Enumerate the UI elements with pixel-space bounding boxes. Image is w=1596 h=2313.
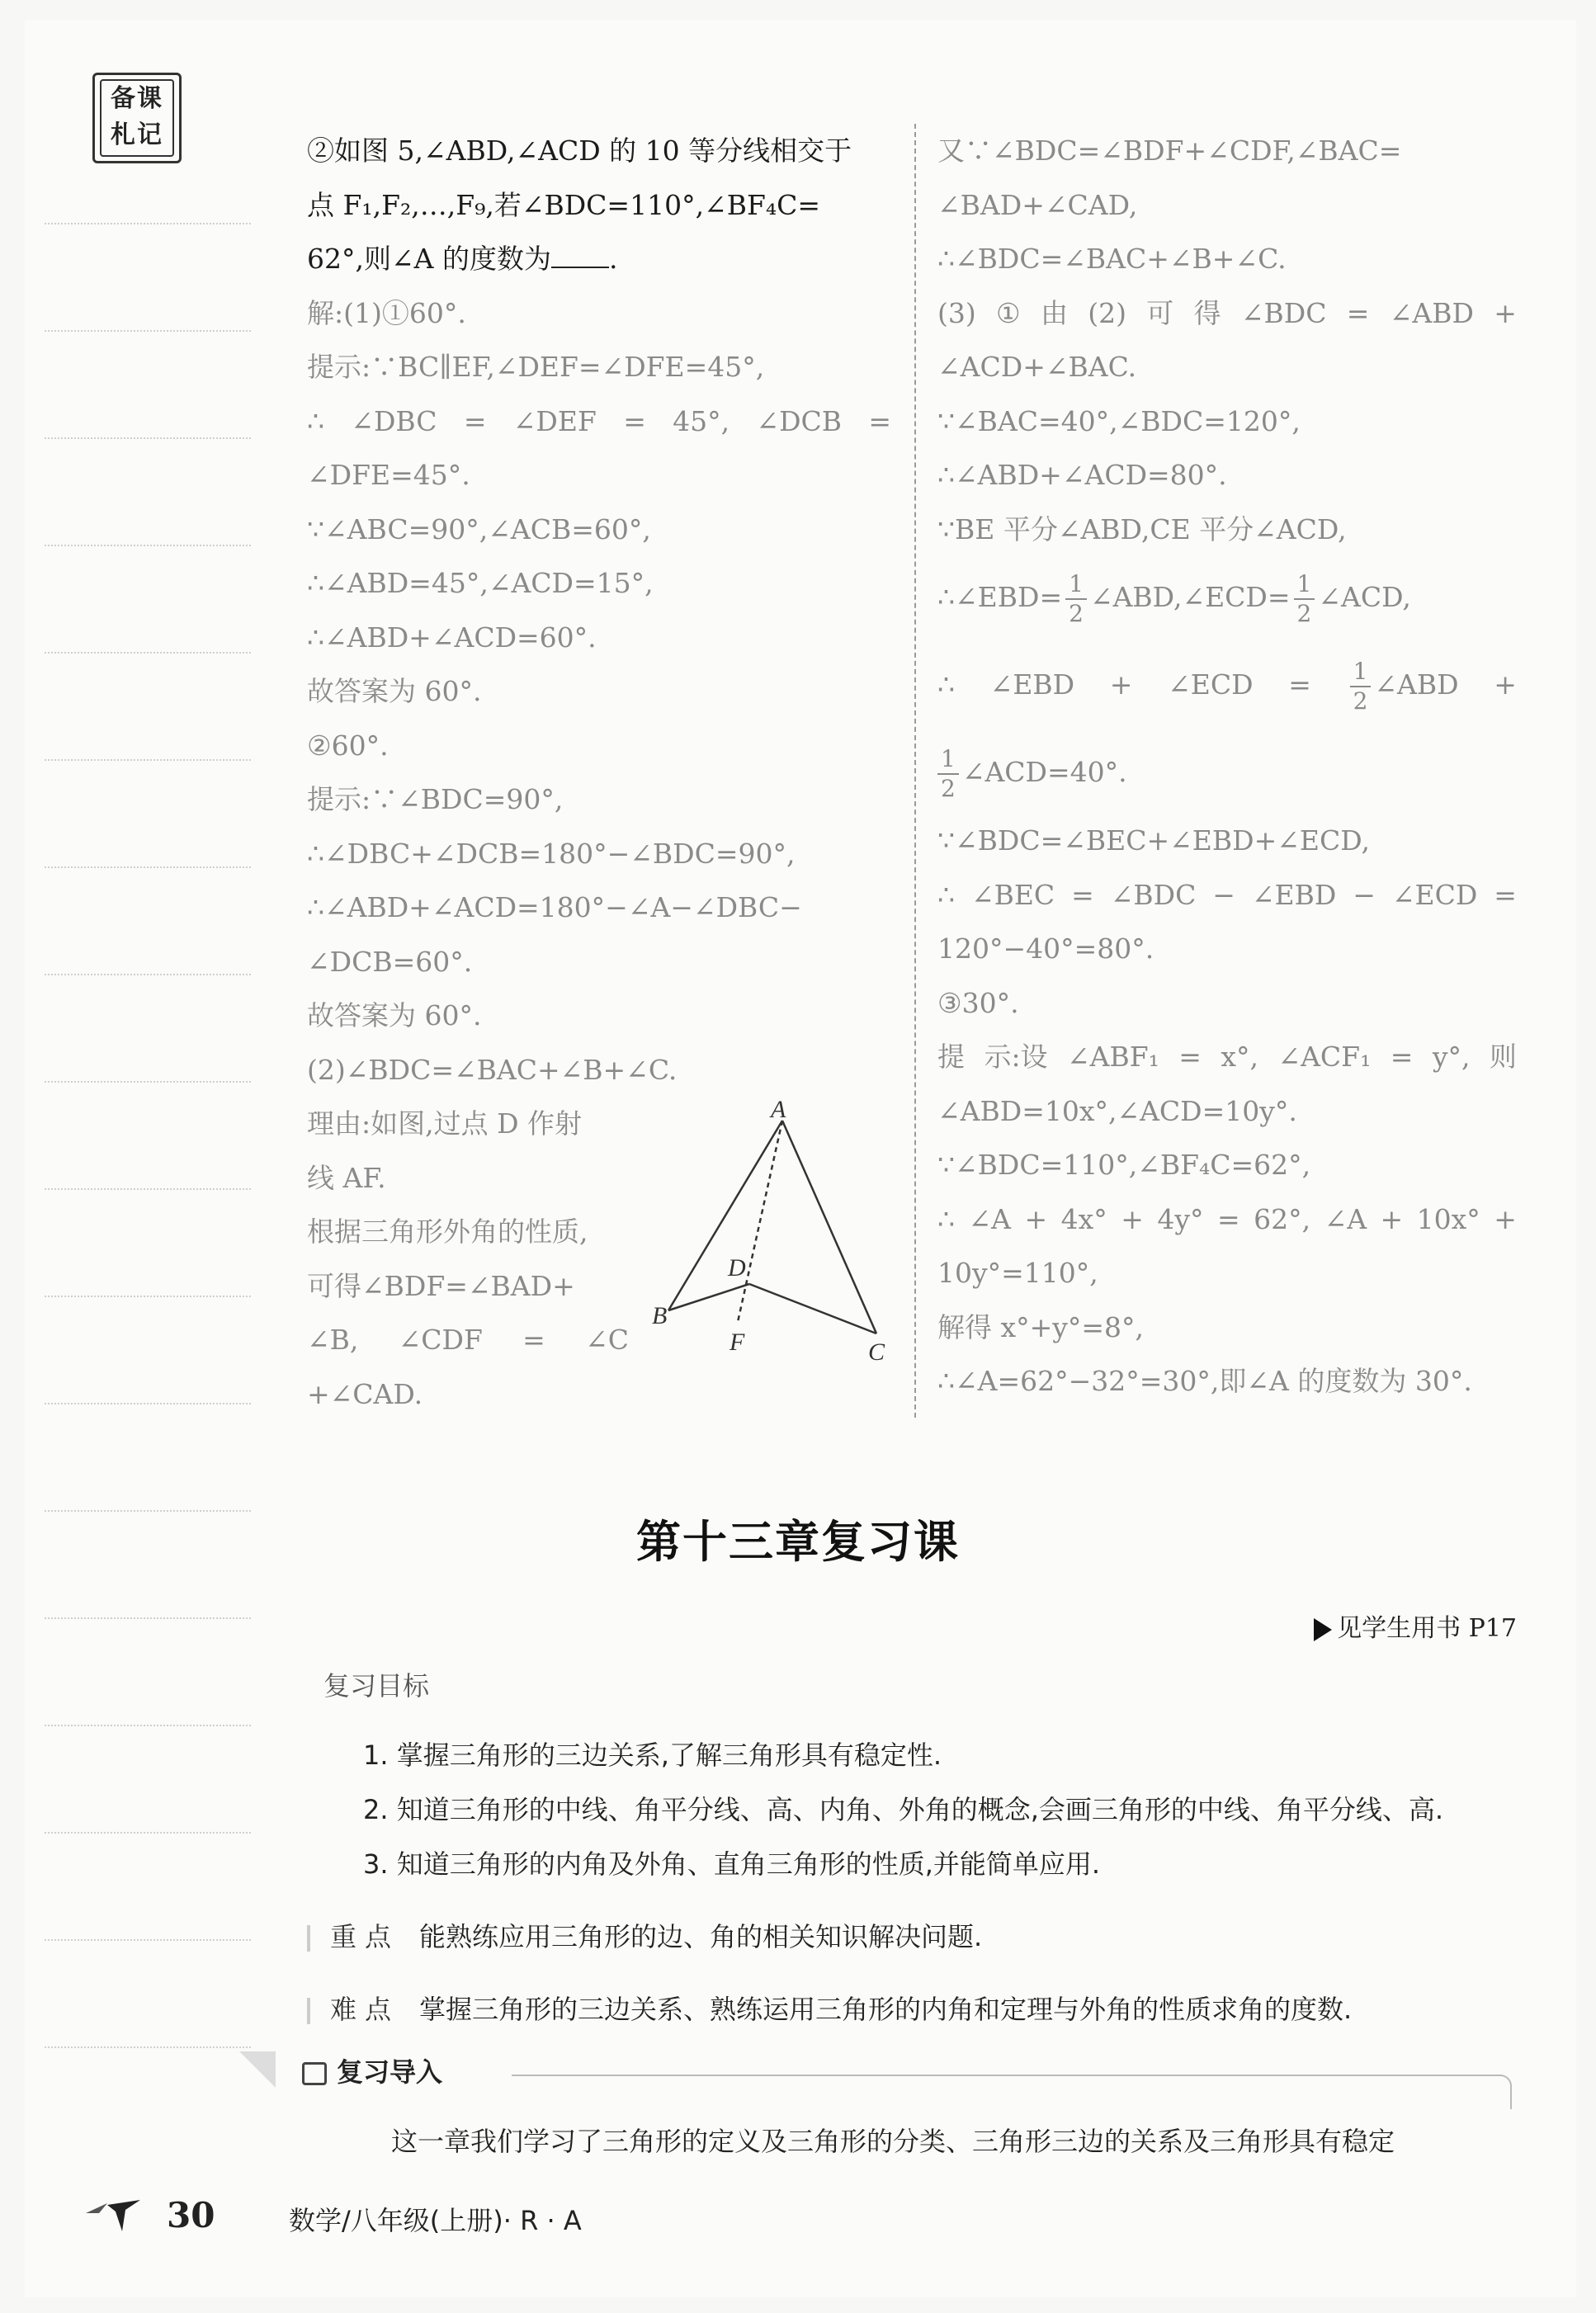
marker-bar [307,1925,310,1952]
triangle-figure [652,1097,908,1370]
notes-box-line1: 备课 [111,84,163,113]
math-token: ∠DBC [351,404,437,437]
text-line: ∴∠ABD+∠ACD=80°. [937,459,1227,491]
math-token: ∠ACF₁ [1277,1041,1372,1073]
difficult-point-label: 难点 [330,1994,400,2025]
segment-bd [668,1284,749,1310]
key-point-text: 能熟练应用三角形的边、角的相关知识解决问题. [419,1921,983,1952]
text-line: ∠BAD+∠CAD, [937,188,1138,221]
text-line: ∵BE 平分∠ABD,CE 平分∠ACD, [937,512,1347,545]
math-token: x°, [1221,1041,1258,1073]
text-line: 10y°=110°, [937,1257,1098,1289]
difficult-point-text: 掌握三角形的三边关系、熟练运用三角形的内角和定理与外角的性质求角的度数. [419,1994,1353,2025]
math-token: 得 [1193,296,1221,329]
fraction-denominator: 2 [1069,600,1084,627]
text-line: ∴∠ABD+∠ACD=180°−∠A−∠DBC− [307,891,802,923]
math-token: + [1494,296,1517,329]
math-token: + [1024,1202,1048,1235]
text-line: 理由:如图,过点 D 作射 [307,1107,583,1140]
text-line: ∴∠A=62°−32°=30°,即∠A 的度数为 30°. [937,1365,1472,1397]
column-divider [914,124,916,1418]
math-token: = [522,1324,545,1356]
math-token: 10x° [1416,1202,1480,1235]
text-line: ∵∠BDC=110°,∠BF₄C=62°, [937,1149,1311,1181]
text-line: 根据三角形外角的性质, [307,1216,588,1248]
math-token: + [1494,668,1517,701]
math-token: ∠DEF [512,404,597,437]
corner-decoration [239,2051,276,2088]
text-line: 120°−40°=80°. [937,932,1155,965]
fraction-denominator: 2 [941,775,956,802]
math-token: = [463,404,487,437]
review-goals-list [363,1728,1443,1891]
answer-blank [551,242,609,268]
side-ab [668,1121,782,1310]
text-line [937,639,1517,731]
math-token: ∠ABD,∠ECD= [1089,581,1291,613]
text-line: 提示:∵∠BDC=90°, [307,783,564,815]
intro-text: 这一章我们学习了三角形的定义及三角形的分类、三角形三边的关系及三角形具有稳定 [391,2126,1395,2157]
math-token: ∠ECD [1391,878,1478,911]
math-token: − [1353,878,1376,911]
ray-af [738,1121,782,1322]
fraction [1294,570,1315,628]
text-line: ∠DCB=60°. [307,945,473,978]
reference-text: 见学生用书 P17 [1337,1614,1517,1643]
math-token: ∠BEC [970,878,1055,911]
math-token: ∠B, [307,1324,359,1356]
fraction-numerator: 1 [1294,570,1315,600]
math-token: ∠DCB [756,404,843,437]
text-line: +∠CAD. [307,1377,423,1410]
chapter-title: 第十三章复习课 [636,1516,960,1568]
math-token: ∠EBD [1251,878,1337,911]
student-book-reference [1314,1607,1517,1644]
text-line [937,868,1517,923]
math-token: 可 [1146,296,1174,329]
text-line: 又∵∠BDC=∠BDF+∠CDF,∠BAC= [937,135,1402,167]
text-line: 故答案为 60°. [307,999,482,1031]
review-goal: 3. 知道三角形的内角及外角、直角三角形的性质,并能简单应用. [363,1848,1101,1880]
math-token: 4y° [1157,1202,1204,1235]
period: . [608,243,618,275]
math-token: ∴ [937,1202,955,1235]
text-line: 线 AF. [307,1161,386,1194]
intro-rule [512,2075,1502,2076]
text-line [307,394,891,449]
math-token: ∴ [307,404,324,437]
notes-box-line2: 札记 [111,120,163,149]
fraction [937,745,959,803]
fraction-numerator: 1 [937,745,959,775]
math-token: ∠ABF₁ [1067,1041,1159,1073]
notes-box [92,73,182,163]
fraction-numerator: 1 [1350,658,1372,687]
footer [83,2195,582,2240]
math-token: ∴ [937,878,955,911]
math-token: ∠ACD, [1318,581,1411,613]
fraction [1065,570,1087,628]
text-line: ②60°. [307,729,389,762]
intro-rule-hook [1499,2075,1512,2109]
math-token: = [1494,878,1517,911]
math-token: = [1288,668,1311,701]
text-line [937,556,1517,639]
math-token: = [623,404,646,437]
math-token: ∴∠EBD= [937,581,1063,613]
math-token: + [1494,1202,1517,1235]
text-line: ∵∠BAC=40°,∠BDC=120°, [937,404,1301,437]
math-token: ∠A [1324,1202,1367,1235]
text-line: ③30°. [937,986,1019,1019]
math-token: = [1071,878,1094,911]
right-column [937,124,1517,1409]
text-line: ∴∠DBC+∠DCB=180°−∠BDC=90°, [307,837,796,870]
key-point [307,1916,982,1954]
key-point-label: 重点 [330,1921,400,1952]
math-token: 提 [937,1041,965,1073]
intro-heading-text: 复习导入 [337,2056,443,2088]
text-line [937,1192,1517,1247]
math-token: + [1121,1202,1144,1235]
math-token: ∠ABD [1374,668,1459,701]
text-line: ∠ACD+∠BAC. [937,351,1137,383]
math-token: = [868,404,891,437]
review-goal: 1. 掌握三角形的三边关系,了解三角形具有稳定性. [363,1739,942,1771]
math-token: 4x° [1060,1202,1107,1235]
text-line: (2)∠BDC=∠BAC+∠B+∠C. [307,1053,678,1086]
math-token: = [1216,1202,1240,1235]
math-token: 示:设 [984,1041,1048,1073]
math-token: 则 [1489,1041,1517,1073]
math-token: 62°, [1254,1202,1311,1235]
math-token: (3) [937,296,976,329]
label-d: D [728,1254,746,1282]
math-token: (2) [1088,296,1126,329]
fraction-denominator: 2 [1296,600,1312,627]
math-token: 由 [1040,296,1068,329]
math-token: y°, [1432,1041,1471,1073]
play-triangle-icon [1314,1618,1332,1641]
math-token: ∠A [968,1202,1011,1235]
math-token: ∠ACD=40°. [961,756,1127,788]
math-token: ∠CDF [398,1324,483,1356]
math-token: ∠EBD [989,668,1075,701]
text-line [937,1030,1517,1084]
label-f: F [730,1329,745,1356]
math-token: = [1178,1041,1202,1073]
book-icon [302,2062,327,2085]
text-line [937,286,1517,341]
fraction [1350,658,1372,715]
text-line: 可得∠BDF=∠BAD+ [307,1269,575,1302]
text-line: 解得 x°+y°=8°, [937,1310,1145,1343]
page-number: 30 [167,2195,215,2235]
intro-heading [302,2051,442,2089]
text-line: 点 F₁,F₂,…,F₉,若∠BDC=110°,∠BF₄C= [307,188,820,221]
math-token: ∠BDC [1110,878,1197,911]
math-token: ∠ECD [1168,668,1254,701]
math-token: 45°, [673,404,730,437]
text-line: ②如图 5,∠ABD,∠ACD 的 10 等分线相交于 [307,135,852,167]
review-goal: 2. 知道三角形的中线、角平分线、高、内角、外角的概念,会画三角形的中线、角平分线、高. [363,1794,1444,1825]
text-line: ∠ABD=10x°,∠ACD=10y°. [937,1094,1297,1127]
difficult-point [307,1989,1352,2027]
math-token: ∠C [585,1324,629,1356]
math-token: ① [996,296,1021,329]
text-line: ∴∠BDC=∠BAC+∠B+∠C. [937,243,1287,275]
text-line: 故答案为 60°. [307,675,482,707]
text-line [937,731,1517,814]
text-line: ∵∠ABC=90°,∠ACB=60°, [307,512,651,545]
text-line: 解:(1)①60°. [307,296,466,329]
text-line: 提示:∵BC∥EF,∠DEF=∠DFE=45°, [307,351,765,383]
text-line [307,1313,629,1367]
review-goals-heading: 复习目标 [323,1670,430,1702]
marker-bar [307,1998,310,2024]
book-title: 数学/八年级(上册)· R · A [289,2205,582,2236]
text-line: ∵∠BDC=∠BEC+∠EBD+∠ECD, [937,824,1371,857]
fraction-denominator: 2 [1353,687,1368,715]
label-b: B [652,1302,668,1329]
fraction-numerator: 1 [1065,570,1087,600]
label-a: A [771,1097,786,1123]
math-token: + [1109,668,1133,701]
math-token: ∠ABD [1389,296,1474,329]
question-text: 62°,则∠A 的度数为 [307,243,551,275]
text-line: ∴∠ABD=45°,∠ACD=15°, [307,567,654,599]
text-line: ∠DFE=45°. [307,459,470,491]
math-token: − [1212,878,1235,911]
math-token: = [1346,296,1370,329]
math-token: ∠BDC [1240,296,1327,329]
math-token: ∴ [937,668,955,701]
math-token: + [1380,1202,1404,1235]
page-ornament-icon [83,2195,149,2236]
label-c: C [868,1338,885,1366]
text-line: ∴∠ABD+∠ACD=60°. [307,621,597,654]
math-token: = [1390,1041,1414,1073]
text-line [307,232,891,286]
